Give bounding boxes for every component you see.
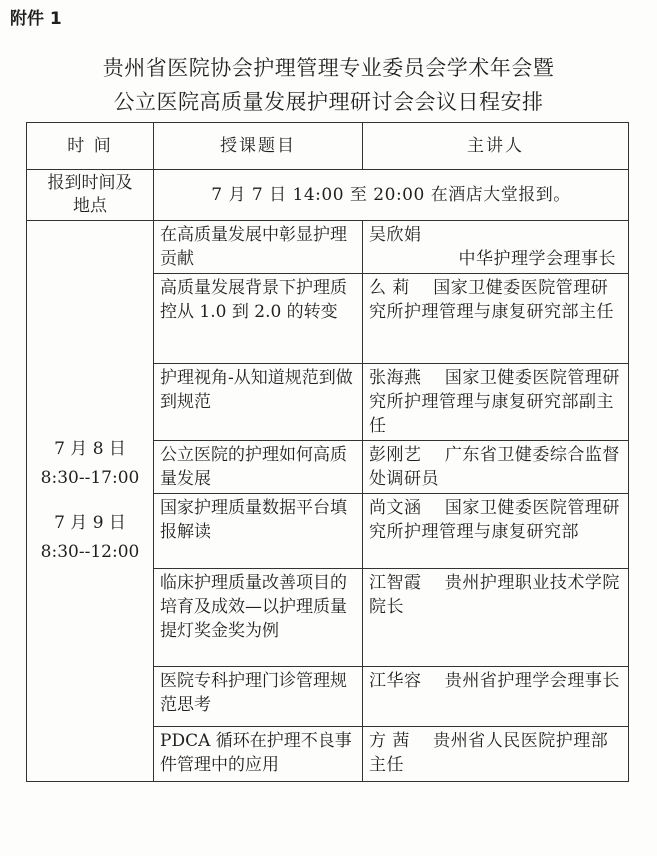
registration-text: 7 月 7 日 14:00 至 20:00 在酒店大堂报到。	[154, 170, 629, 221]
session-topic: 高质量发展背景下护理质控从 1.0 到 2.0 的转变	[154, 274, 363, 364]
registration-label	[27, 170, 154, 221]
schedule-table	[26, 122, 629, 782]
session-speaker: 张海燕 国家卫健委医院管理研究所护理管理与康复研究部副主任	[363, 364, 629, 441]
registration-row	[27, 170, 629, 221]
session-topic: PDCA 循环在护理不良事件管理中的应用	[154, 727, 363, 782]
speaker-name: 吴欣娟	[369, 225, 422, 245]
table-row	[27, 221, 629, 274]
session-topic: 在高质量发展中彰显护理贡献	[154, 221, 363, 274]
date-time-1: 8:30--17:00	[40, 468, 140, 488]
registration-label-line-1: 报到时间及	[47, 173, 133, 193]
session-speaker: 江智霞 贵州护理职业技术学院院长	[363, 569, 629, 667]
header-time: 时 间	[27, 123, 154, 170]
header-topic: 授课题目	[154, 123, 363, 170]
document-title-line-2: 公立医院高质量发展护理研讨会会议日程安排	[113, 90, 544, 114]
date-time-2: 8:30--12:00	[40, 542, 140, 562]
registration-label-line-2: 地点	[73, 196, 107, 216]
session-speaker: 方 茜 贵州省人民医院护理部主任	[363, 727, 629, 782]
session-speaker	[363, 221, 629, 274]
session-speaker: 彭刚艺 广东省卫健委综合监督处调研员	[363, 441, 629, 494]
session-topic: 公立医院的护理如何高质量发展	[154, 441, 363, 494]
session-topic: 护理视角-从知道规范到做到规范	[154, 364, 363, 441]
session-speaker: 江华容 贵州省护理学会理事长	[363, 667, 629, 727]
document-title-line-1: 贵州省医院协会护理管理专业委员会学术年会暨	[102, 56, 555, 80]
session-dates	[27, 221, 154, 782]
date-day-1: 7 月 8 日	[54, 439, 126, 459]
session-topic: 医院专科护理门诊管理规范思考	[154, 667, 363, 727]
header-row	[27, 123, 629, 170]
speaker-title: 中华护理学会理事长	[458, 249, 616, 269]
header-speaker: 主讲人	[363, 123, 629, 170]
session-topic: 临床护理质量改善项目的培育及成效—以护理质量提灯奖金奖为例	[154, 569, 363, 667]
date-day-2: 7 月 9 日	[54, 513, 126, 533]
attachment-label: 附件 1	[10, 9, 62, 29]
session-topic: 国家护理质量数据平台填报解读	[154, 494, 363, 569]
session-speaker: 尚文涵 国家卫健委医院管理研究所护理管理与康复研究部	[363, 494, 629, 569]
session-speaker: 么 莉 国家卫健委医院管理研究所护理管理与康复研究部主任	[363, 274, 629, 364]
